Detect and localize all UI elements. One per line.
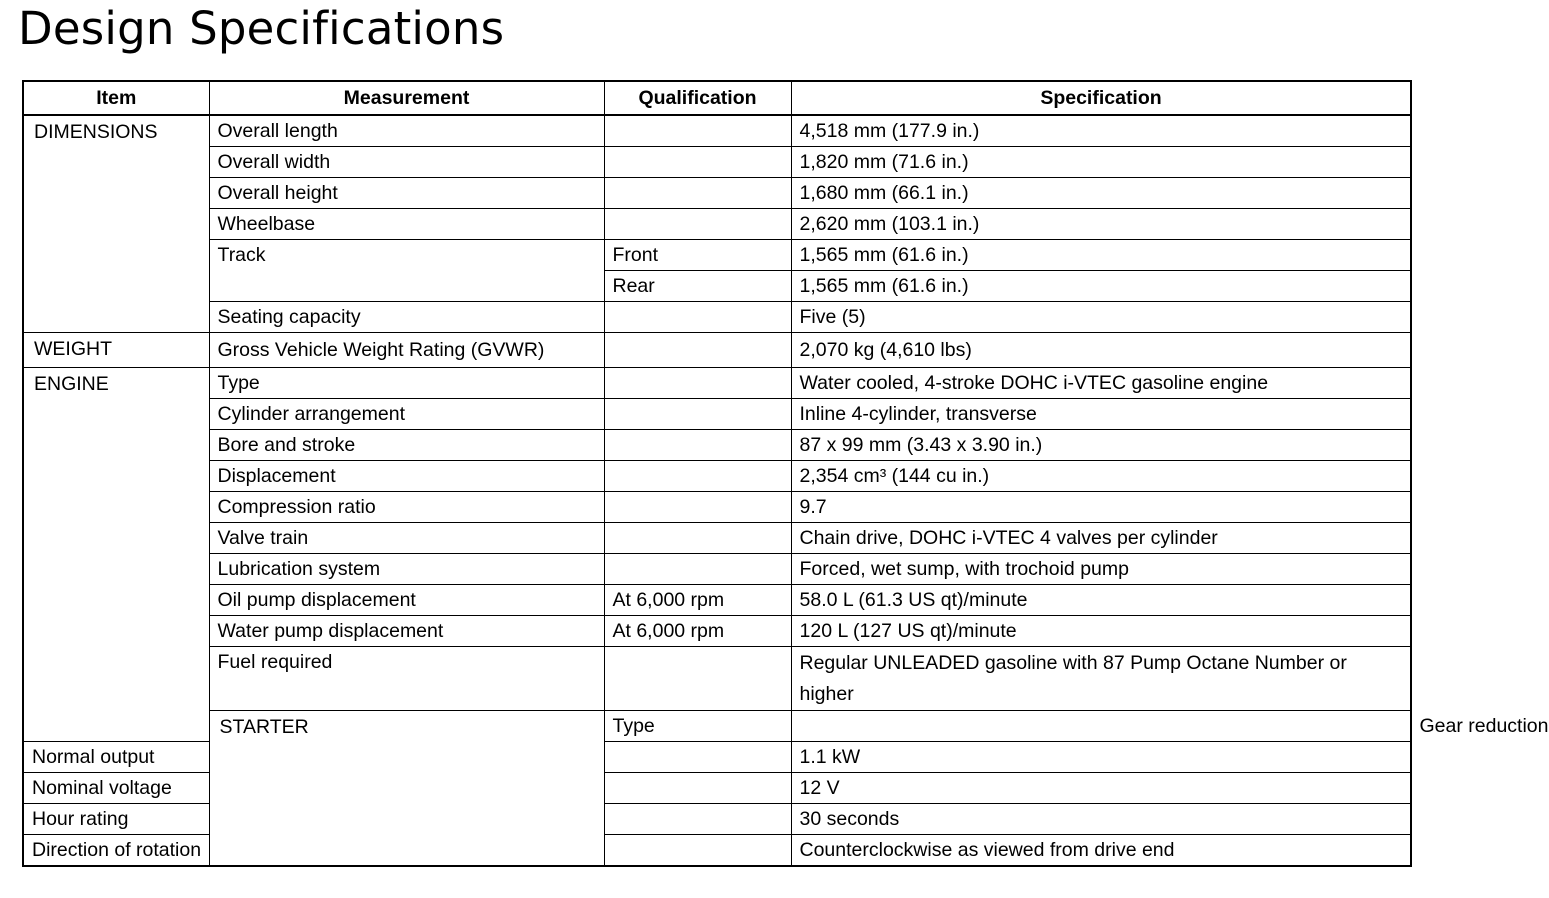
measurement-cell: Overall length (209, 115, 604, 147)
specification-cell: 4,518 mm (177.9 in.) (791, 115, 1411, 147)
qualification-cell (604, 835, 791, 867)
table-row (23, 302, 1411, 333)
qualification-cell (604, 647, 791, 711)
group-weight: WEIGHT (23, 333, 209, 368)
qualification-cell (604, 492, 791, 523)
specification-cell: 1,680 mm (66.1 in.) (791, 178, 1411, 209)
qualification-cell (604, 773, 791, 804)
qualification-cell (604, 333, 791, 368)
header-measurement: Measurement (209, 81, 604, 115)
measurement-cell: Normal output (23, 742, 209, 773)
group-starter: STARTER (209, 711, 604, 867)
measurement-cell: Compression ratio (209, 492, 604, 523)
qualification-cell: Front (604, 240, 791, 271)
specification-cell: 12 V (791, 773, 1411, 804)
specification-cell: 1,565 mm (61.6 in.) (791, 240, 1411, 271)
design-specifications-table (22, 80, 1549, 867)
table-row (23, 647, 1411, 711)
specification-cell: 1,565 mm (61.6 in.) (791, 271, 1411, 302)
qualification-cell (604, 115, 791, 147)
measurement-cell: Type (604, 711, 791, 742)
specification-cell: 120 L (127 US qt)/minute (791, 616, 1411, 647)
specification-cell: Forced, wet sump, with trochoid pump (791, 554, 1411, 585)
qualification-cell (604, 461, 791, 492)
table-row (23, 209, 1411, 240)
qualification-cell (791, 711, 1411, 742)
specification-cell: 2,620 mm (103.1 in.) (791, 209, 1411, 240)
specification-cell: Chain drive, DOHC i-VTEC 4 valves per cylinder (791, 523, 1411, 554)
qualification-cell (604, 399, 791, 430)
page-title: Design Specifications (18, 2, 505, 55)
measurement-cell: Nominal voltage (23, 773, 209, 804)
table-row (23, 178, 1411, 209)
qualification-cell: At 6,000 rpm (604, 616, 791, 647)
specification-cell: 87 x 99 mm (3.43 x 3.90 in.) (791, 430, 1411, 461)
header-specification: Specification (791, 81, 1411, 115)
table-row (23, 616, 1411, 647)
specification-cell: 2,354 cm³ (144 cu in.) (791, 461, 1411, 492)
qualification-cell (604, 302, 791, 333)
qualification-cell: Rear (604, 271, 791, 302)
table-row (23, 147, 1411, 178)
specification-cell: 30 seconds (791, 804, 1411, 835)
measurement-cell: Water pump displacement (209, 616, 604, 647)
measurement-cell: Oil pump displacement (209, 585, 604, 616)
table-row (23, 554, 1411, 585)
table-row (23, 430, 1411, 461)
qualification-cell (604, 209, 791, 240)
table-row (23, 399, 1411, 430)
specification-cell: Counterclockwise as viewed from drive end (791, 835, 1411, 867)
group-engine: ENGINE (23, 368, 209, 742)
table-row (23, 492, 1411, 523)
header-qualification: Qualification (604, 81, 791, 115)
qualification-cell (604, 554, 791, 585)
table-row (23, 523, 1411, 554)
qualification-cell (604, 368, 791, 399)
table-row (23, 240, 1411, 271)
table-row (23, 585, 1411, 616)
header-item: Item (23, 81, 209, 115)
table-row (23, 461, 1411, 492)
qualification-cell (604, 804, 791, 835)
table-header-row (23, 81, 1411, 115)
measurement-cell: Lubrication system (209, 554, 604, 585)
measurement-cell: Seating capacity (209, 302, 604, 333)
qualification-cell (604, 742, 791, 773)
measurement-cell: Type (209, 368, 604, 399)
qualification-cell: At 6,000 rpm (604, 585, 791, 616)
qualification-cell (604, 430, 791, 461)
qualification-cell (604, 147, 791, 178)
table-row: STARTER Type Gear reduction (23, 711, 1411, 742)
qualification-cell (604, 523, 791, 554)
specification-cell: 2,070 kg (4,610 lbs) (791, 333, 1411, 368)
table-row (23, 368, 1411, 399)
measurement-cell: Wheelbase (209, 209, 604, 240)
group-dimensions: DIMENSIONS (23, 115, 209, 333)
measurement-cell: Fuel required (209, 647, 604, 711)
specification-cell: Water cooled, 4-stroke DOHC i-VTEC gasoline engine (791, 368, 1411, 399)
measurement-cell: Direction of rotation (23, 835, 209, 867)
specification-cell: 1.1 kW (791, 742, 1411, 773)
table-row (23, 333, 1411, 368)
specification-cell: Regular UNLEADED gasoline with 87 Pump Octane Number or higher (791, 647, 1411, 711)
specification-cell: 9.7 (791, 492, 1411, 523)
specification-cell: 1,820 mm (71.6 in.) (791, 147, 1411, 178)
measurement-cell: Hour rating (23, 804, 209, 835)
measurement-cell: Cylinder arrangement (209, 399, 604, 430)
measurement-cell: Gross Vehicle Weight Rating (GVWR) (209, 333, 604, 368)
measurement-cell: Overall height (209, 178, 604, 209)
measurement-cell: Bore and stroke (209, 430, 604, 461)
qualification-cell (604, 178, 791, 209)
measurement-cell: Track (209, 240, 604, 302)
measurement-cell: Overall width (209, 147, 604, 178)
specification-cell: Inline 4-cylinder, transverse (791, 399, 1411, 430)
measurement-cell: Valve train (209, 523, 604, 554)
measurement-cell: Displacement (209, 461, 604, 492)
specification-cell: Five (5) (791, 302, 1411, 333)
specification-cell: 58.0 L (61.3 US qt)/minute (791, 585, 1411, 616)
table-row (23, 115, 1411, 147)
